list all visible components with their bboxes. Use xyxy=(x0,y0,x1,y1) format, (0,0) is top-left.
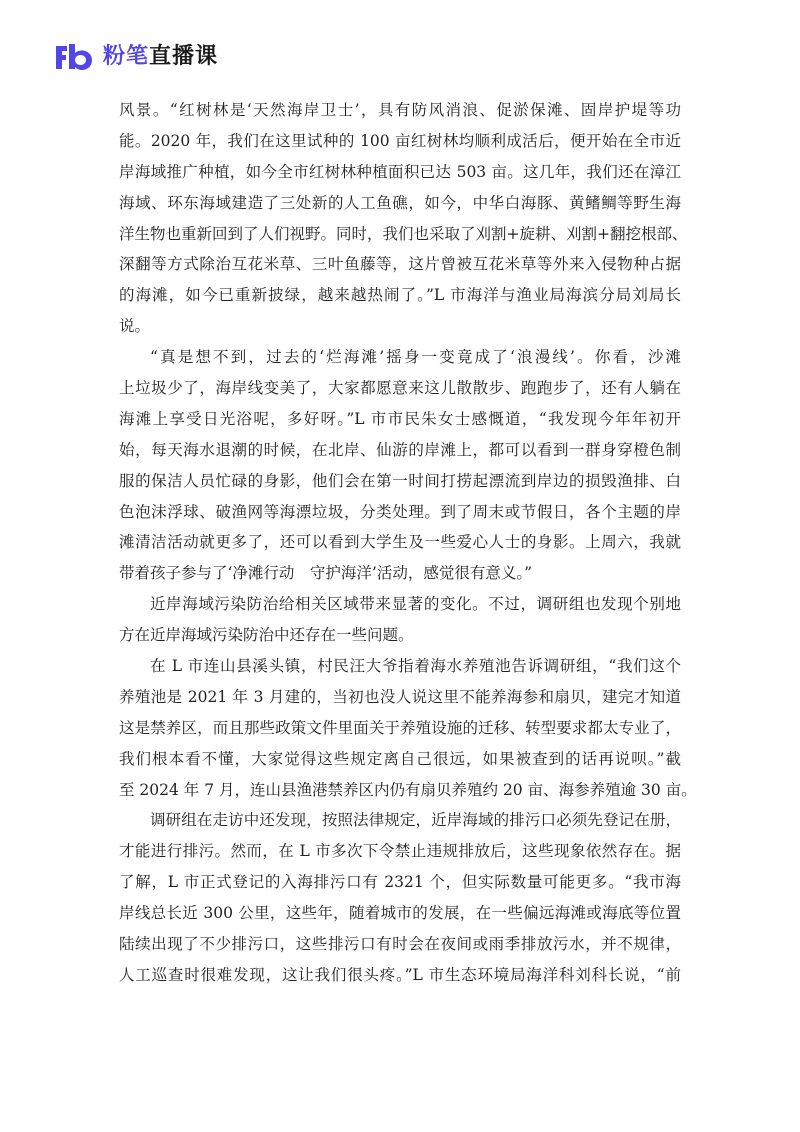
text-line: 人工巡查时很难发现，这让我们很头疼。”L 市生态环境局海洋科刘科长说，“前 xyxy=(119,965,681,984)
text-line: 养殖池是 2021 年 3 月建的，当初也没人说这里不能养海参和扇贝，建完才知道 xyxy=(119,687,681,706)
text-line: 始，每天海水退潮的时候，在北岸、仙游的岸滩上，都可以看到一群身穿橙色制 xyxy=(119,440,681,459)
text-line: 这是禁养区，而且那些政策文件里面关于养殖设施的迁移、转型要求都太专业了， xyxy=(119,718,681,737)
text-line: 色泡沫浮球、破渔网等海漂垃圾，分类处理。到了周末或节假日，各个主题的岸 xyxy=(119,502,681,521)
brand-name-part2: 直播课 xyxy=(149,44,219,69)
text-line: 陆续出现了不少排污口，这些排污口有时会在夜间或雨季排放污水，并不规律， xyxy=(119,935,681,954)
text-line: “真是想不到，过去的‘烂海滩’摇身一变竟成了‘浪漫线’。你看，沙滩 xyxy=(150,348,681,367)
text-line: 上垃圾少了，海岸线变美了，大家都愿意来这儿散散步、跑跑步了，还有人躺在 xyxy=(119,379,681,398)
text-line: 才能进行排污。然而，在 L 市多次下令禁止违规排放后，这些现象依然存在。据 xyxy=(119,842,681,861)
text-line: 风景。“红树林是‘天然海岸卫士’，具有防风消浪、促淤保滩、固岸护堤等功 xyxy=(119,101,681,119)
text-line: 洋生物也重新回到了人们视野。同时，我们也采取了刈割+旋耕、刈割+翻挖根部、 xyxy=(119,224,688,243)
document-body xyxy=(119,95,697,991)
text-line: 带着孩子参与了‘净滩行动 守护海洋’活动，感觉很有意义。” xyxy=(119,564,533,583)
text-line: 至 2024 年 7 月，连山县渔港禁养区内仍有扇贝养殖约 20 亩、海参养殖逾 30 亩。 xyxy=(119,780,697,799)
brand-name-part1: 粉笔 xyxy=(103,44,150,69)
text-line: 方在近岸海域污染防治中还存在一些问题。 xyxy=(119,626,414,645)
text-line: 能。2020 年，我们在这里试种的 100 亩红树林均顺利成活后，便开始在全市近 xyxy=(119,131,681,150)
text-line: 的海滩，如今已重新披绿，越来越热闹了。”L 市海洋与渔业局海滨分局刘局长 xyxy=(119,286,681,305)
text-line: 滩清洁活动就更多了，还可以看到大学生及一些爱心人士的身影。上周六，我就 xyxy=(119,533,681,552)
text-line: 岸线总长近 300 公里，这些年，随着城市的发展，在一些偏远海滩或海底等位置 xyxy=(119,904,681,923)
fenbi-logo-icon xyxy=(54,42,94,72)
text-line: 岸海域推广种植，如今全市红树林种植面积已达 503 亩。这几年，我们还在漳江 xyxy=(119,162,681,181)
text-line: 我们根本看不懂，大家觉得这些规定离自己很远，如果被查到的话再说呗。”截 xyxy=(119,749,681,768)
text-line: 了解，L 市正式登记的入海排污口有 2321 个，但实际数量可能更多。“我市海 xyxy=(119,873,681,892)
text-line: 说。 xyxy=(119,317,151,336)
text-line: 深翻等方式除治互花米草、三叶鱼藤等，这片曾被互花米草等外来入侵物种占据 xyxy=(119,255,681,274)
text-line: 调研组在走访中还发现，按照法律规定，近岸海域的排污口必须先登记在册， xyxy=(150,811,681,830)
text-line: 服的保洁人员忙碌的身影，他们会在第一时间打捞起漂流到岸边的损毁渔排、白 xyxy=(119,471,681,490)
page-header xyxy=(54,40,218,74)
text-line: 海域、环东海域建造了三处新的人工鱼礁，如今，中华白海豚、黄鳍鲷等野生海 xyxy=(119,193,681,212)
text-line: 在 L 市连山县溪头镇，村民汪大爷指着海水养殖池告诉调研组，“我们这个 xyxy=(150,657,681,676)
text-line: 近岸海域污染防治给相关区域带来显著的变化。不过，调研组也发现个别地 xyxy=(150,595,681,614)
brand-name xyxy=(103,42,218,72)
text-line: 海滩上享受日光浴呢，多好呀。”L 市市民朱女士感慨道，“我发现今年年初开 xyxy=(119,409,681,428)
